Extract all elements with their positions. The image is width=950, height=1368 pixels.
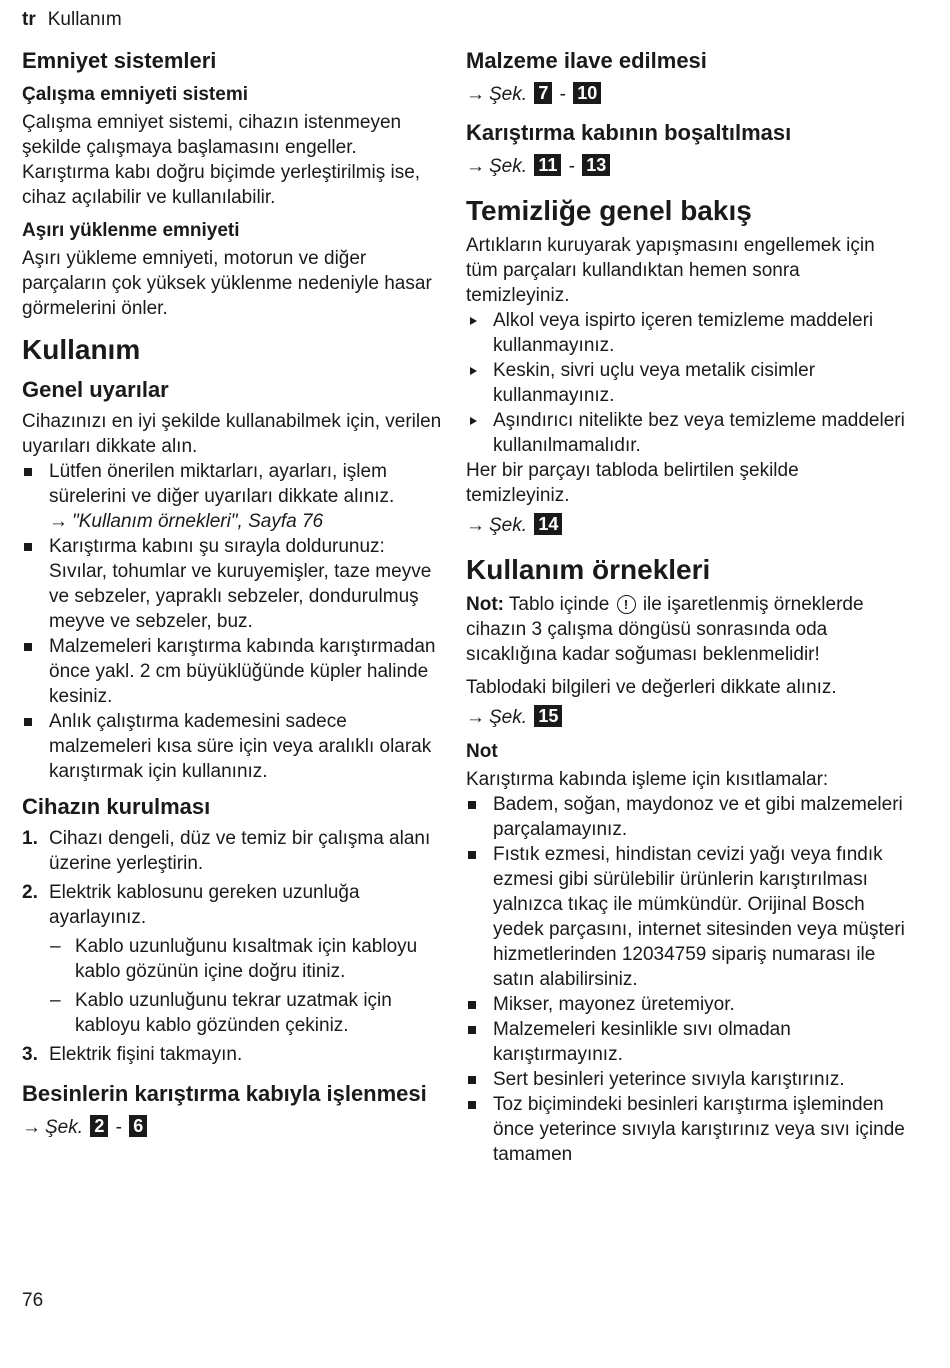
cleaning-intro: Artıkların kuruyarak yapışmasını engellemek için tüm parçaları kullandıktan hemen sonra temizleyiniz. [466, 235, 875, 306]
list-item: Mikser, mayonez üretemiyor. [466, 992, 906, 1017]
list-item: – Kablo uzunluğunu tekrar uzatmak için kabloyu kablo gözünden çekiniz. [50, 990, 392, 1036]
general-warnings-heading: Genel uyarılar [22, 377, 169, 402]
figure-badge: 6 [129, 1115, 147, 1137]
adding-ingredients-heading: Malzeme ilave edilmesi [466, 48, 707, 73]
list-item: Keskin, sivri uçlu veya metalik cisimler kullanmayınız. [466, 358, 906, 408]
right-column [466, 46, 906, 1167]
square-bullet-icon [468, 1026, 476, 1034]
list-item: Alkol veya ispirto içeren temizleme maddeleri kullanmayınız. [466, 308, 906, 358]
emptying-jug-heading: Karıştırma kabının boşaltılması [466, 120, 792, 145]
triangle-bullet-icon [470, 417, 477, 425]
figure-badge: 10 [573, 82, 601, 104]
list-item: Sert besinleri yeterince sıvıyla karıştırınız. [466, 1067, 906, 1092]
setup-steps-list [22, 826, 442, 930]
overload-safety-heading: Aşırı yüklenme emniyeti [22, 220, 240, 241]
list-item: Fıstık ezmesi, hindistan cevizi yağı veya fındık ezmesi gibi sürülebilir ürünlerin karıştırılması yalnızca tıkaç ile mümkündür. Orijinal Bosch yedek parçasını, internet sitesinden veya müşteri hizmetlerinden 12034759 sipariş numarası ile satın alabilirsiniz. [466, 842, 906, 992]
square-bullet-icon [468, 851, 476, 859]
operating-safety-heading: Çalışma emniyeti sistemi [22, 84, 248, 105]
header-section: Kullanım [47, 9, 122, 30]
page-header [22, 9, 122, 31]
square-bullet-icon [24, 718, 32, 726]
page-number: 76 [22, 1290, 44, 1311]
figure-badge: 14 [534, 513, 562, 535]
usage-examples-heading: Kullanım örnekleri [466, 554, 711, 585]
list-item: Malzemeleri kesinlikle sıvı olmadan karıştırmayınız. [466, 1017, 906, 1067]
list-item: Anlık çalıştırma kademesini sadece malzemeleri kısa süre için veya aralıklı olarak karıştırmak için kullanınız. [22, 709, 442, 784]
list-item: – Kablo uzunluğunu kısaltmak için kabloyu kablo gözünün içine doğru itiniz. [50, 936, 418, 982]
restrictions-list [466, 792, 906, 1167]
figure-reference[interactable]: → Şek. 11 - 13 [466, 152, 906, 182]
figure-badge: 2 [90, 1115, 108, 1137]
safety-systems-heading: Emniyet sistemleri [22, 48, 217, 73]
triangle-bullet-icon [470, 367, 477, 375]
left-column [22, 46, 442, 1146]
list-item: 3. Elektrik fişini takmayın. [22, 1044, 243, 1065]
square-bullet-icon [24, 543, 32, 551]
cross-reference-link[interactable]: → "Kullanım örnekleri", Sayfa 76 [49, 511, 324, 532]
language-code: tr [22, 9, 36, 30]
usage-heading: Kullanım [22, 334, 141, 365]
setup-steps-list-cont [22, 1042, 442, 1067]
device-setup-heading: Cihazın kurulması [22, 794, 211, 819]
exclamation-circle-icon: ! [617, 595, 636, 614]
figure-reference[interactable]: → Şek. 15 [466, 703, 906, 733]
figure-badge: 13 [582, 154, 610, 176]
overload-safety-text: Aşırı yükleme emniyeti, motorun ve diğer parçaların çok yüksek yüklenme nedeniyle hasar görmelerini önler. [22, 248, 432, 319]
figure-reference[interactable]: → Şek. 14 [466, 511, 906, 541]
figure-reference[interactable]: → Şek. 7 - 10 [466, 80, 906, 110]
general-warnings-list [22, 459, 442, 784]
list-item: Karıştırma kabını şu sırayla doldurunuz: Sıvılar, tohumlar ve kuruyemişler, taze meyve ve sebzeler, yapraklı sebzeler, dondurulmuş meyve ve sebzeler, buz. [22, 534, 442, 634]
square-bullet-icon [24, 468, 32, 476]
processing-heading: Besinlerin karıştırma kabıyla işlenmesi [22, 1081, 427, 1106]
square-bullet-icon [468, 1101, 476, 1109]
restrictions-intro: Karıştırma kabında işleme için kısıtlamalar: [466, 769, 829, 790]
list-item: 1. Cihazı dengeli, düz ve temiz bir çalışma alanı üzerine yerleştirin. [22, 828, 431, 874]
square-bullet-icon [468, 1076, 476, 1084]
figure-reference[interactable]: → Şek. 2 - 6 [22, 1113, 442, 1143]
cleaning-overview-heading: Temizliğe genel bakış [466, 195, 752, 226]
list-item: Malzemeleri karıştırma kabında karıştırmadan önce yakl. 2 cm büyüklüğünde küpler halinde kesiniz. [22, 634, 442, 709]
table-note: Tablodaki bilgileri ve değerleri dikkate alınız. [466, 677, 837, 698]
figure-badge: 7 [534, 82, 552, 104]
list-item: Badem, soğan, maydonoz ve et gibi malzemeleri parçalamayınız. [466, 792, 906, 842]
cleaning-outro: Her bir parçayı tabloda belirtilen şekilde temizleyiniz. [466, 460, 799, 506]
figure-badge: 11 [534, 154, 561, 176]
operating-safety-text-2: Karıştırma kabı doğru biçimde yerleştirilmiş ise, cihaz açılabilir ve kullanılabilir. [22, 162, 421, 208]
triangle-bullet-icon [470, 317, 477, 325]
general-warnings-intro: Cihazınızı en iyi şekilde kullanabilmek için, verilen uyarıları dikkate alın. [22, 411, 442, 457]
square-bullet-icon [468, 1001, 476, 1009]
operating-safety-text-1: Çalışma emniyet sistemi, cihazın istenmeyen şekilde çalışmaya başlamasını engeller. [22, 112, 402, 158]
square-bullet-icon [468, 801, 476, 809]
figure-badge: 15 [534, 705, 562, 727]
list-item: 2. Elektrik kablosunu gereken uzunluğa ayarlayınız. [22, 882, 360, 928]
list-item: Toz biçimindeki besinleri karıştırma işleminden önce yeterince sıvıyla karıştırınız veya sıvı içinde tamamen [466, 1092, 906, 1167]
note-heading: Not [466, 741, 498, 762]
cooling-note: Not: Tablo içinde ! ile işaretlenmiş örneklerde cihazın 3 çalışma döngüsü sonrasında oda sıcaklığına kadar soğuması beklenmelidir! [466, 594, 864, 665]
list-item: Lütfen önerilen miktarları, ayarları, işlem sürelerini ve diğer uyarıları dikkate alınız. → "Kullanım örnekleri", Sayfa 76 [22, 459, 442, 534]
list-item: Aşındırıcı nitelikte bez veya temizleme maddeleri kullanılmamalıdır. [466, 408, 906, 458]
square-bullet-icon [24, 643, 32, 651]
cable-substeps-list [22, 934, 442, 1038]
cleaning-warnings-list [466, 308, 906, 458]
